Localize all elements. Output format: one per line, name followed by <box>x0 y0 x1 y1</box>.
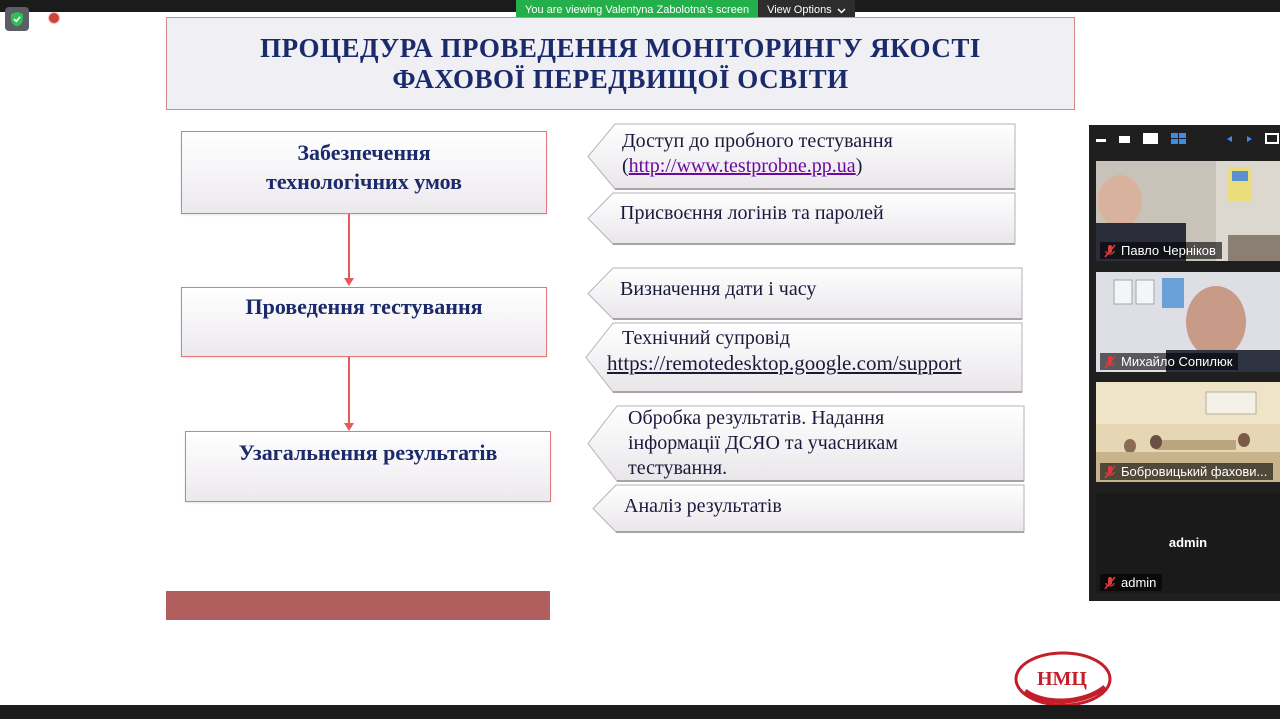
testprobne-link[interactable]: http://www.testprobne.pp.ua <box>628 155 856 177</box>
muted-mic-icon <box>1103 465 1117 479</box>
item-text-line2: (http://www.testprobne.pp.ua) <box>622 155 863 177</box>
participant-tile[interactable] <box>1096 272 1280 372</box>
muted-mic-icon <box>1103 355 1117 369</box>
item-text: Аналіз результатів <box>624 495 782 517</box>
slide-title-line1: ПРОЦЕДУРА ПРОВЕДЕННЯ МОНІТОРИНГУ ЯКОСТІ <box>260 32 981 63</box>
item-logins <box>587 192 1017 246</box>
flow-connector <box>348 357 350 423</box>
item-analysis <box>592 484 1026 534</box>
item-processing <box>587 405 1026 483</box>
participant-name-bar <box>1100 353 1238 370</box>
svg-text:НМЦ: НМЦ <box>1037 668 1087 690</box>
item-text: Технічний супровід <box>622 327 790 349</box>
remotedesktop-link[interactable]: https://remotedesktop.google.com/support <box>607 351 962 375</box>
item-text: Доступ до пробного тестування <box>622 130 893 152</box>
participant-tile[interactable] <box>1096 493 1280 593</box>
participant-name-bar <box>1100 242 1222 259</box>
nmc-logo <box>1013 647 1115 705</box>
participant-tile[interactable] <box>1096 382 1280 482</box>
item-text: тестування. <box>628 457 728 479</box>
participant-name: Павло Черніков <box>1121 243 1216 258</box>
participant-name: admin <box>1121 575 1157 590</box>
prev-page-icon <box>1227 136 1232 142</box>
share-status-label: You are viewing Valentyna Zabolotna's screen <box>516 0 758 21</box>
participant-name-bar <box>1100 574 1162 591</box>
participant-name-bar <box>1100 463 1273 480</box>
slide-footer-band <box>166 591 550 620</box>
participant-name: Михайло Сопилюк <box>1121 354 1233 369</box>
item-date-time <box>587 267 1024 321</box>
item-access-testing <box>587 123 1017 191</box>
participant-video-off-label: admin <box>1168 535 1208 550</box>
item-text: Обробка результатів. Надання <box>628 407 885 429</box>
item-text: інформації ДСЯО та учасникам <box>628 432 898 454</box>
step-label: технологічних умов <box>266 169 462 194</box>
step-label: Забезпечення <box>297 140 431 165</box>
single-view-icon <box>1143 133 1158 144</box>
participant-tile[interactable] <box>1096 161 1280 261</box>
flow-arrow-icon <box>344 423 354 431</box>
step-box-summary <box>185 431 551 502</box>
slide-title-box <box>166 17 1075 110</box>
slide-title-line2: ФАХОВОЇ ПЕРЕДВИЩОЇ ОСВІТИ <box>392 63 849 94</box>
panel-toolbar <box>1089 125 1280 155</box>
item-tech-support <box>585 322 1024 394</box>
participant-name: Бобровицький фахови... <box>1121 464 1268 479</box>
gallery-view-icon <box>1171 133 1186 144</box>
step-box-conditions <box>181 131 547 214</box>
muted-mic-icon <box>1103 244 1117 258</box>
next-page-icon <box>1247 136 1252 142</box>
participants-panel <box>1089 125 1280 601</box>
muted-mic-icon <box>1103 576 1117 590</box>
item-text: Присвоєння логінів та паролей <box>620 202 884 224</box>
expand-icon <box>1266 134 1278 143</box>
speaker-view-icon <box>1119 136 1130 143</box>
item-text: Визначення дати і часу <box>620 278 817 300</box>
step-box-testing <box>181 287 547 357</box>
security-shield-icon[interactable] <box>5 7 29 31</box>
step-label: Проведення тестування <box>245 294 483 319</box>
step-label: Узагальнення результатів <box>238 440 498 465</box>
recording-indicator-icon <box>48 12 60 24</box>
flow-connector <box>348 214 350 278</box>
view-options-label: View Options <box>767 4 832 16</box>
chevron-down-icon <box>837 8 846 14</box>
minimize-icon <box>1096 139 1106 142</box>
zoom-bottom-bar <box>0 705 1280 719</box>
flow-arrow-icon <box>344 278 354 286</box>
